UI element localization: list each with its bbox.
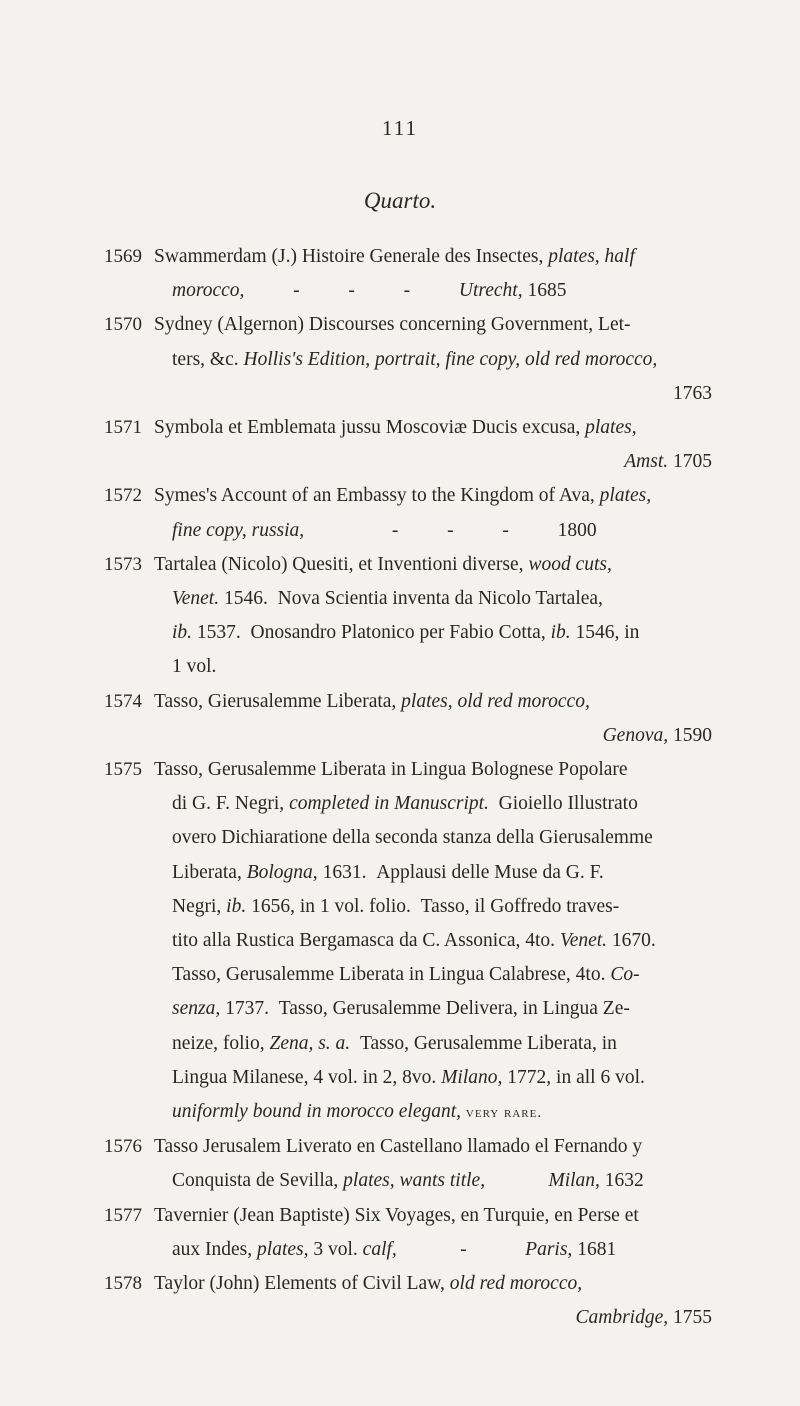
catalogue-entry [0, 685, 800, 753]
catalogue-entry [0, 308, 800, 411]
entry-line: 1 vol. [172, 656, 217, 678]
entry-line: Sydney (Algernon) Discourses concerning Government, Let- [154, 314, 631, 336]
entry-line: Amst. 1705 [624, 451, 712, 473]
entry-line: Cambridge, 1755 [575, 1307, 712, 1329]
entry-line: aux Indes, plates, 3 vol. calf, - Paris, 1681 [172, 1238, 617, 1260]
entry-line: Lingua Milanese, 4 vol. in 2, 8vo. Milano, 1772, in all 6 vol. [172, 1066, 645, 1088]
entry-line: ib. 1537. Onosandro Platonico per Fabio Cotta, ib. 1546, in [172, 622, 640, 644]
entry-line: uniformly bound in morocco elegant, very rare. [172, 1101, 543, 1123]
entry-line: Tasso, Gerusalemme Liberata in Lingua Calabrese, 4to. Co- [172, 964, 640, 986]
entry-line: Tasso Jerusalem Liverato en Castellano llamado el Fernando y [154, 1136, 643, 1158]
lot-number: 1578 [104, 1273, 142, 1295]
catalogue-entry [0, 1130, 800, 1198]
entry-line: Conquista de Sevilla, plates, wants title, Milan, 1632 [172, 1170, 644, 1192]
catalogue-entry [0, 479, 800, 547]
entry-line: di G. F. Negri, completed in Manuscript. Gioiello Illustrato [172, 793, 638, 815]
entry-line: Negri, ib. 1656, in 1 vol. folio. Tasso, il Goffredo traves- [172, 895, 620, 917]
lot-number: 1570 [104, 314, 142, 336]
section-title: Quarto. [363, 188, 437, 213]
catalogue-entry [0, 240, 800, 308]
lot-number: 1576 [104, 1136, 142, 1158]
page-number: 111 [382, 116, 418, 140]
catalogue-entries [0, 240, 800, 1336]
entry-line: Genova, 1590 [602, 724, 712, 746]
entry-line: Symbola et Emblemata jussu Moscoviæ Ducis excusa, plates, [154, 417, 637, 439]
lot-number: 1569 [104, 246, 142, 267]
lot-number: 1574 [104, 690, 142, 712]
lot-number: 1577 [104, 1204, 142, 1226]
entry-line: tito alla Rustica Bergamasca da C. Assonica, 4to. Venet. 1670. [172, 930, 656, 952]
entry-line: 1763 [673, 382, 712, 404]
entry-line: Tavernier (Jean Baptiste) Six Voyages, en Turquie, en Perse et [154, 1204, 639, 1226]
entry-line: Symes's Account of an Embassy to the Kingdom of Ava, plates, [154, 485, 652, 507]
lot-number: 1575 [104, 759, 142, 781]
entry-line: fine copy, russia, - - - 1800 [172, 519, 597, 541]
entry-line: Taylor (John) Elements of Civil Law, old red morocco, [154, 1273, 583, 1295]
entry-line: Swammerdam (J.) Histoire Generale des Insectes, plates, half [154, 246, 635, 267]
entry-line: Venet. 1546. Nova Scientia inventa da Nicolo Tartalea, [172, 588, 603, 610]
entry-line: Tasso, Gierusalemme Liberata, plates, old red morocco, [154, 690, 590, 712]
entry-line: neize, folio, Zena, s. a. Tasso, Gerusalemme Liberata, in [172, 1032, 617, 1054]
entry-line: Tasso, Gerusalemme Liberata in Lingua Bolognese Popolare [154, 759, 628, 781]
catalogue-entry [0, 753, 800, 1130]
lot-number: 1573 [104, 553, 142, 575]
catalogue-entry [0, 1199, 800, 1267]
entry-line: overo Dichiaratione della seconda stanza della Gierusalemme [172, 827, 653, 849]
entry-line: Liberata, Bologna, 1631. Applausi delle Muse da G. F. [172, 861, 604, 883]
entry-line: senza, 1737. Tasso, Gerusalemme Delivera, in Lingua Ze- [172, 998, 630, 1020]
catalogue-entry [0, 411, 800, 479]
lot-number: 1571 [104, 417, 142, 439]
lot-number: 1572 [104, 485, 142, 507]
catalogue-entry [0, 1267, 800, 1335]
entry-line: Tartalea (Nicolo) Quesiti, et Inventioni diverse, wood cuts, [154, 553, 612, 575]
entry-line: ters, &c. Hollis's Edition, portrait, fine copy, old red morocco, [172, 348, 658, 370]
entry-line: morocco, - - - Utrecht, 1685 [172, 280, 567, 302]
catalogue-entry [0, 548, 800, 685]
